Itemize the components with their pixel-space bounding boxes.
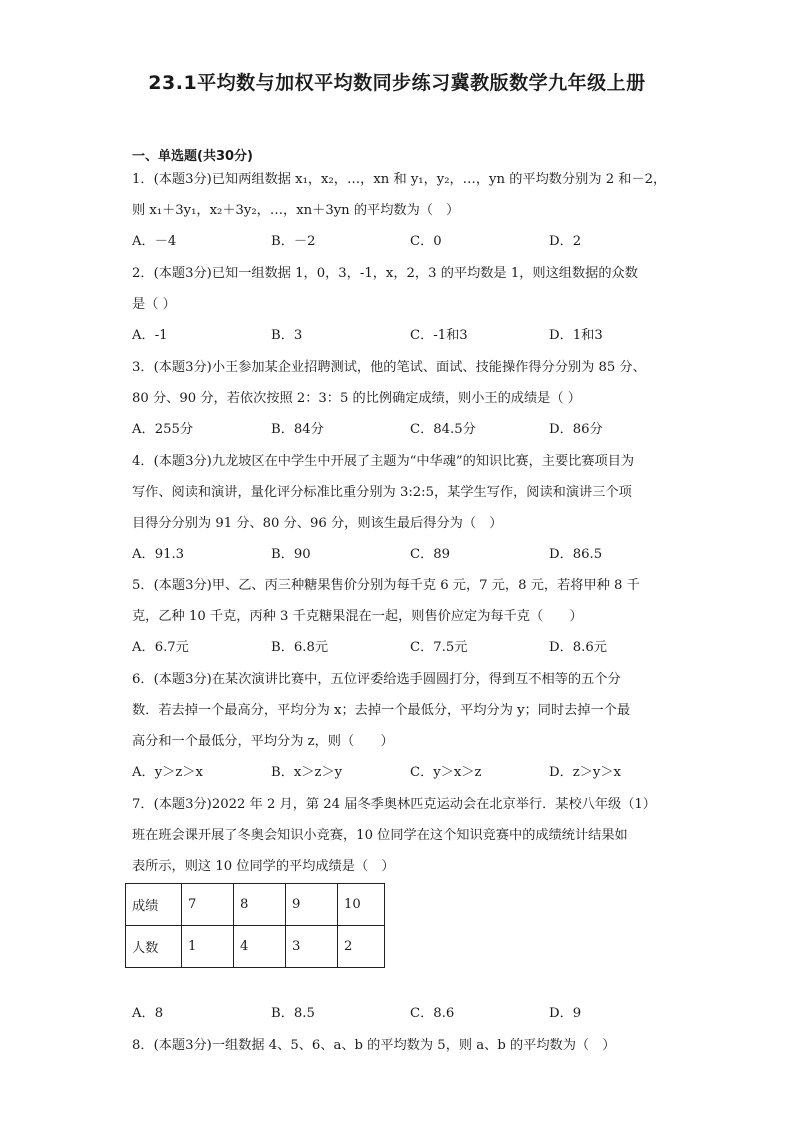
table-cell: 2 [338, 926, 385, 968]
section-heading: 一、单选题(共30分) [132, 149, 253, 164]
question-6-line-2: 数．若去掉一个最高分，平均分为 x；去掉一个最低分，平均分为 y；同时去掉一个最 [132, 703, 631, 718]
question-6-option-b: B．x＞z＞y [271, 765, 343, 780]
question-2-line-2: 是（ ） [132, 297, 176, 312]
question-4-option-a: A．91.3 [132, 547, 185, 562]
question-4-option-d: D．86.5 [549, 547, 603, 562]
question-2-option-c: C．-1和3 [410, 328, 468, 343]
question-7-option-a: A．8 [132, 1006, 164, 1021]
question-6-line-1: 6．(本题3分)在某次演讲比赛中，五位评委给选手圆圆打分，得到互不相等的五个分 [132, 672, 621, 687]
question-1-line-1: 1．(本题3分)已知两组数据 x₁，x₂，…，xn 和 y₁，y₂，…，yn 的平均数分别为 2 和－2， [132, 172, 667, 187]
question-7-option-d: D．9 [549, 1006, 582, 1021]
question-7-line-3: 表所示，则这 10 位同学的平均成绩是（ ） [132, 859, 395, 874]
question-3-option-b: B．84分 [271, 422, 324, 437]
question-5-line-2: 克，乙种 10 千克，丙种 3 千克糖果混在一起，则售价应定为每千克（ ） [132, 609, 583, 624]
table-cell: 人数 [126, 926, 182, 968]
question-1-option-a: A．－4 [132, 234, 177, 249]
question-4-line-1: 4．(本题3分)九龙坡区在中学生中开展了主题为“中华魂”的知识比赛，主要比赛项目为 [132, 454, 635, 469]
question-3-option-c: C．84.5分 [410, 422, 476, 437]
question-1-option-c: C．0 [410, 234, 442, 249]
question-7-line-2: 班在班会课开展了冬奥会知识小竞赛，10 位同学在这个知识竞赛中的成绩统计结果如 [132, 828, 628, 843]
question-2-option-b: B．3 [271, 328, 303, 343]
page-title: 23.1平均数与加权平均数同步练习冀教版数学九年级上册 [148, 72, 646, 94]
question-7-line-1: 7．(本题3分)2022 年 2 月，第 24 届冬季奥林匹克运动会在北京举行．某校八年级（1） [132, 797, 656, 812]
question-3-line-1: 3．(本题3分)小王参加某企业招聘测试，他的笔试、面试、技能操作得分分别为 85 分、 [132, 360, 646, 375]
table-cell: 1 [182, 926, 234, 968]
table-cell: 7 [182, 884, 234, 926]
question-6-option-a: A．y＞z＞x [132, 765, 203, 780]
question-2-line-1: 2．(本题3分)已知一组数据 1，0，3，-1，x，2，3 的平均数是 1，则这组数据的众数 [132, 266, 638, 281]
question-1-line-2: 则 x₁＋3y₁，x₂＋3y₂，…，xn＋3yn 的平均数为（ ） [132, 203, 460, 218]
question-5-option-c: C．7.5元 [410, 640, 468, 655]
question-4-option-c: C．89 [410, 547, 451, 562]
table-row [126, 926, 385, 968]
question-3-option-d: D．86分 [549, 422, 603, 437]
table-cell: 3 [286, 926, 338, 968]
table-cell: 4 [234, 926, 286, 968]
question-4-line-3: 目得分分别为 91 分、80 分、96 分，则该生最后得分为（ ） [132, 516, 503, 531]
question-7-option-b: B．8.5 [271, 1006, 315, 1021]
table-cell: 成绩 [126, 884, 182, 926]
question-5-option-d: D．8.6元 [549, 640, 607, 655]
question-6-option-d: D．z＞y＞x [549, 765, 621, 780]
question-5-option-a: A．6.7元 [132, 640, 189, 655]
question-1-option-d: D．2 [549, 234, 582, 249]
question-3-option-a: A．255分 [132, 422, 194, 437]
question-6-option-c: C．y＞x＞z [410, 765, 482, 780]
question-1-option-b: B．－2 [271, 234, 316, 249]
question-4-option-b: B．90 [271, 547, 311, 562]
question-5-option-b: B．6.8元 [271, 640, 329, 655]
table-cell: 10 [338, 884, 385, 926]
question-8-line-1: 8．(本题3分)一组数据 4、5、6、a、b 的平均数为 5，则 a、b 的平均数为（ ） [132, 1038, 616, 1053]
question-7-option-c: C．8.6 [410, 1006, 455, 1021]
question-3-line-2: 80 分、90 分，若依次按照 2：3：5 的比例确定成绩，则小王的成绩是（ ） [132, 391, 581, 406]
table-cell: 8 [234, 884, 286, 926]
question-2-option-d: D．1和3 [549, 328, 603, 343]
table-cell: 9 [286, 884, 338, 926]
question-5-line-1: 5．(本题3分)甲、乙、丙三种糖果售价分别为每千克 6 元，7 元，8 元，若将甲种 8 千 [132, 578, 640, 593]
question-2-option-a: A．-1 [132, 328, 168, 343]
question-4-line-2: 写作、阅读和演讲，量化评分标准比重分别为 3:2:5，某学生写作，阅读和演讲三个项 [132, 485, 632, 500]
score-table [125, 883, 385, 968]
table-row [126, 884, 385, 926]
question-6-line-3: 高分和一个最低分，平均分为 z，则（ ） [132, 734, 394, 749]
